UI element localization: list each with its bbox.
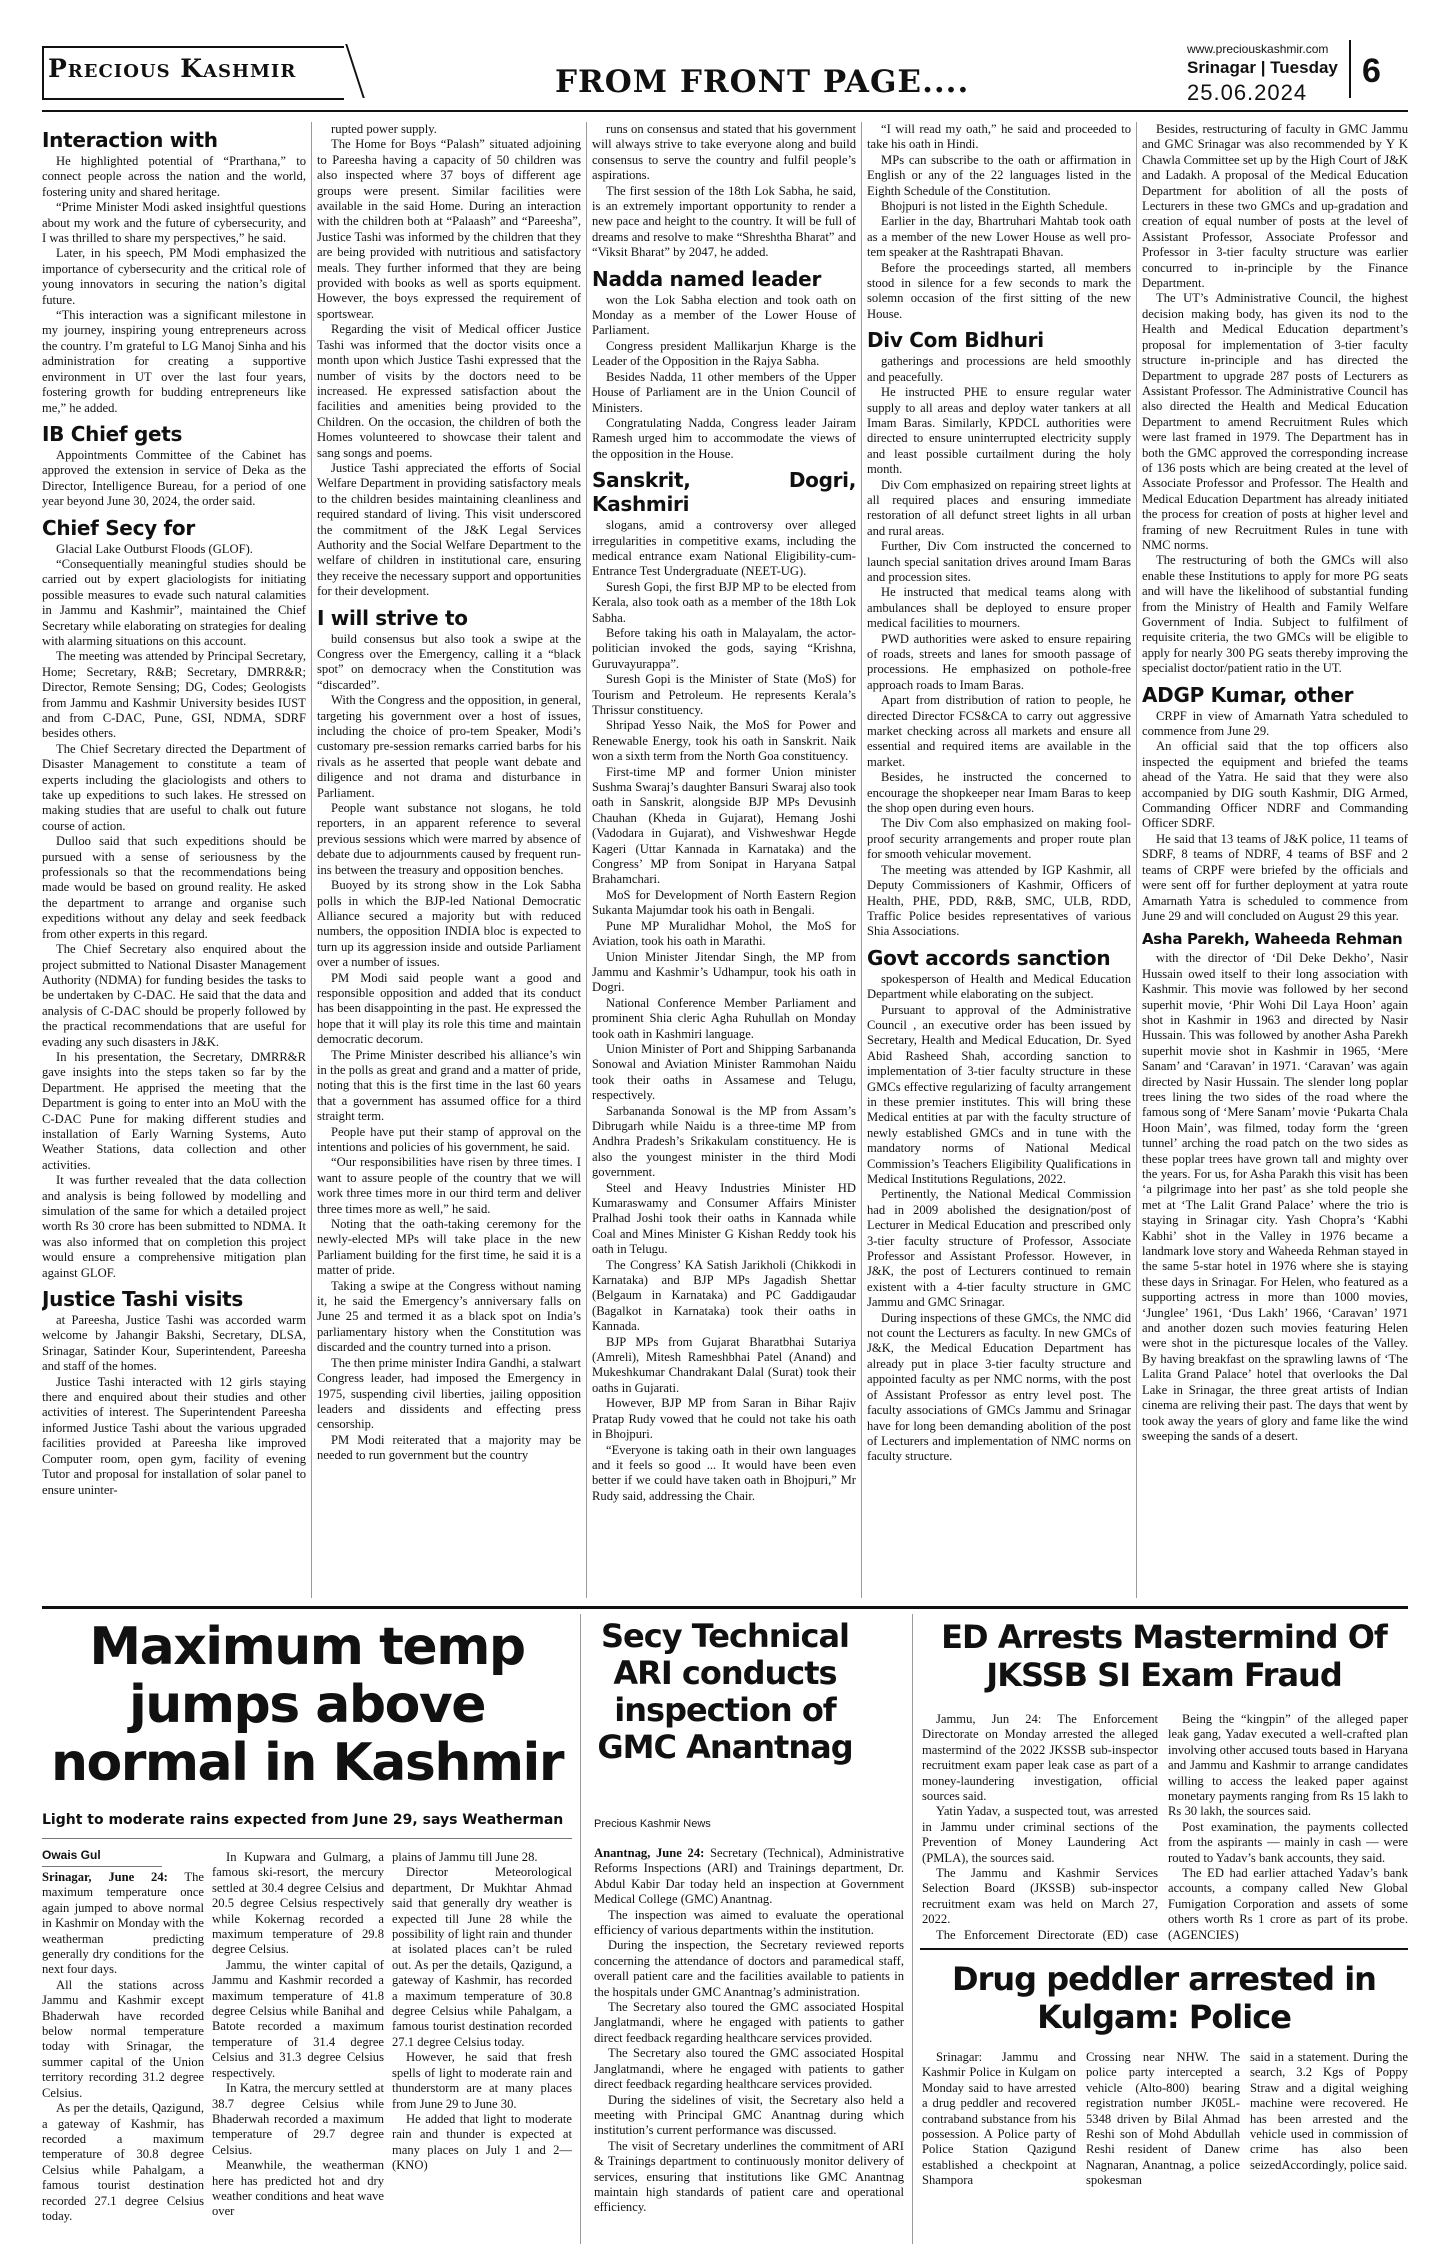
paragraph: Dulloo said that such expeditions should be pursued with a sense of seriousness by the professionals so that the recommendations being made would be based on ground reality. He asked the department to arrange and organise such expeditions without any delay and seek feedback from other experts in this regard. (42, 834, 306, 941)
headline-ib-chief: IB Chief gets (42, 421, 183, 446)
drug-column-2 (1086, 2050, 1240, 2240)
paragraph: Suresh Gopi, the first BJP MP to be elected from Kerala, also took oath as a member of the 18th Lok Sabha. (592, 579, 856, 625)
paragraph: won the Lok Sabha election and took oath on Monday as a member of the Lower House of Parliament. (592, 292, 856, 338)
paragraph: The Chief Secretary directed the Department of Disaster Management to constitute a team of experts including the glaciologists and others to take up expeditions to such lakes. He stressed on making studies that are useful to chalk out future course of action. (42, 741, 306, 833)
paragraph: Regarding the visit of Medical officer Justice Tashi was informed that the doctor visits once a month upon which Justice Tashi expressed that the number of visits by the doctors need to be increased. He expressed satisfaction about the facilities and amenities being provided to the Children. On the occasion, the children of both the Homes volunteered to showcase their talent and sang songs and poems. (317, 322, 581, 460)
section-rule (42, 1606, 1408, 1609)
paragraph: Union Minister of Port and Shipping Sarbananda Sonowal and Aviation Minister Rammohan Naidu took their oaths in Assamese and Telugu, respectively. (592, 1041, 856, 1103)
paragraph: PM Modi reiterated that a majority may be needed to run government but the country (317, 1432, 581, 1463)
secy-story (594, 1846, 904, 2240)
paragraph: In Katra, the mercury settled at 38.7 degree Celsius while Bhaderwah recorded a maximum temperature of 29.7 degree Celsius. (212, 2081, 384, 2157)
paragraph: However, he said that fresh spells of light to moderate rain and thunderstorm are at many places from June 29 to June 30. (392, 2050, 572, 2111)
paragraph: MoS for Development of North Eastern Region Sukanta Majumdar took his oath in Bengali. (592, 887, 856, 918)
dateline-lead: Srinagar, June 24: (42, 1870, 168, 1884)
paragraph: All the stations across Jammu and Kashmir except Bhaderwah have recorded below normal temperature today with Srinagar, the summer capital of the Union territory recording 31.2 degree Celsius. (42, 1977, 204, 2100)
divider (42, 1838, 572, 1839)
paragraph: People want substance not slogans, he told reporters, in an apparent reference to several previous sessions which were marred by absence of debate due to adjournments caused by frequent run-ins between the treasury and opposition benches. (317, 801, 581, 877)
paragraph: Before the proceedings started, all members stood in silence for a few seconds to mark the solemn occasion of the first sitting of the new House. (867, 260, 1131, 321)
paragraph: The Prime Minister described his alliance’s win in the polls as great and grand and a matter of pride, noting that this is the first time in the last 60 years that a government has assumed office for a third straight term. (317, 1047, 581, 1124)
paragraph: The Congress’ KA Satish Jarikholi (Chikkodi in Karnataka) and BJP MPs Jagadish Shettar (Belgaum in Karnataka) and PC Gaddigaudar (Bagalkot in Karnataka) took their oaths in Kannada. (592, 1257, 856, 1334)
paragraph: Noting that the oath-taking ceremony for the newly-elected MPs will take place in the new Parliament building for the first time, he said it is a matter of pride. (317, 1217, 581, 1278)
paragraph: It was further revealed that the data collection and analysis is being followed by modelling and simulation of the same for which a detailed project worth Rs 30 crore has been submitted to NDMA. It was also informed that on completion this project would ensure a comprehensive mitigation plan against GLOF. (42, 1173, 306, 1280)
subheadline-rain: Light to moderate rains expected from June 29, says Weatherman (42, 1812, 564, 1828)
column-4 (867, 122, 1131, 1600)
headline-chief-secy: Chief Secy for (42, 515, 195, 540)
paragraph: Later, in his speech, PM Modi emphasized the importance of cybersecurity and the critical role of young innovators in securing the nation’s digital future. (42, 246, 306, 307)
paragraph: runs on consensus and stated that his government will always strive to take everyone along and build consensus to serve the country and fulfil people’s aspirations. (592, 122, 856, 183)
paragraph: Suresh Gopi is the Minister of State (MoS) for Tourism and Petroleum. He represents Kerala’s Thrissur constituency. (592, 672, 856, 717)
paragraph: The Secretary also toured the GMC associated Hospital Janglatmandi, where he engaged with patients to gather direct feedback regarding healthcare services provided. (594, 2000, 904, 2045)
paragraph: slogans, amid a controversy over alleged irregularities in competitive exams, including the medical entrance exam National Eligibility-cum-Entrance Test Undergraduate (NEET-UG). (592, 518, 856, 579)
page-divider (1349, 40, 1351, 98)
paragraph: The meeting was attended by Principal Secretary, Home; Secretary, R&B; Secretary, DMRR&R; Director, Remote Sensing; DG, Codes; Geologists from Jammu and Kashmir University besides IUST and from C-DAC, Pune, GSI, NDMA, SDRF besides others. (42, 649, 306, 741)
paragraph: Besides Nadda, 11 other members of the Upper House of Parliament are in the Union Council of Ministers. (592, 369, 856, 415)
paragraph: An official said that the top officers also inspected the equipment and briefed the teams ahead of the Yatra. He said that they were also accompanied by DIG south Kashmir, DIG Armed, Commanding Officer NDRF and Commanding Officer SDRF. (1142, 739, 1408, 831)
paragraph: In his presentation, the Secretary, DMRR&R gave insights into the steps taken so far by the Department. He apprised the meeting that the Department is going to enter into an MoU with the C-DAC Pune for making different studies and installation of Early Warning Systems, Auto Weather Stations, data collection and other activities. (42, 1049, 306, 1172)
paragraph: The Jammu and Kashmir Services Selection Board (JKSSB) sub-inspector recruitment exam was held on March 27, 2022. (922, 1866, 1158, 1927)
paragraph: People have put their stamp of approval on the intentions and policies of his government, he said. (317, 1124, 581, 1154)
headline-drug-peddler: Drug peddler arrested in Kulgam: Police (952, 1960, 1376, 2036)
headline-ed-arrests: ED Arrests Mastermind Of JKSSB SI Exam Fraud (941, 1618, 1387, 1694)
column-divider (586, 122, 587, 1598)
divider (42, 1866, 162, 1867)
paragraph: The visit of Secretary underlines the commitment of ARI & Trainings department to continuously monitor delivery of services, ensuring that institutions like GMC Anantnag maintain high standards of patient care and operational efficiency. (594, 2138, 904, 2215)
paragraph: Being the “kingpin” of the alleged paper leak gang, Yadav executed a well-crafted plan involving other accused touts based in Haryana and Jammu and Kashmir to arrange candidates willing to access the leaked paper against monetary payments ranging from Rs 15 lakh to Rs 30 lakh, the sources said. (1168, 1712, 1408, 1819)
paragraph: He added that light to moderate rain and thunder is expected at many places on July 1 and 2—(KNO) (392, 2111, 572, 2173)
section-title: FROM FRONT PAGE.... (555, 64, 970, 100)
paragraph: Justice Tashi appreciated the efforts of Social Welfare Department in providing satisfactory meals to the children besides maintaining cleanliness and required standard of living. This visit underscored the commitment of the J&K Legal Services Authority and the Social Welfare Department to the welfare of children in institutional care, ensuring they receive the necessary support and opportunities for their development. (317, 460, 581, 599)
paragraph: Crossing near NHW. The police party intercepted a vehicle (Alto-800) bearing registration number JK05L-5348 driven by Bilal Ahmad Reshi son of Mohd Abdullah Reshi resident of Danew Nagnaran, Anantnag, a police spokesman (1086, 2050, 1240, 2188)
dateline-lead: Anantnag, June 24: (594, 1846, 705, 1860)
paragraph: Congress president Mallikarjun Kharge is the Leader of the Opposition in the Rajya Sabha. (592, 338, 856, 369)
issue-date: 25.06.2024 (1187, 80, 1308, 105)
paragraph: CRPF in view of Amarnath Yatra scheduled to commence from June 29. (1142, 708, 1408, 739)
paragraph: “Our responsibilities have risen by three times. I want to assure people of the country that we will work three times more in our third term and deliver three times more as well,” he said. (317, 1155, 581, 1216)
paragraph: Steel and Heavy Industries Minister HD Kumaraswamy and Consumer Affairs Minister Pralhad Joshi took their oaths in Kannada while Coal and Mines Minister G Kishan Reddy took his oath in Telugu. (592, 1180, 856, 1257)
paragraph: He said that 13 teams of J&K police, 11 teams of SDRF, 8 teams of NDRF, 4 teams of BSF and 2 teams of CRPF were briefed by the officials and were sent off for further deployment at yatra route Amarnath Yatra is scheduled to commence from June 29 and will concluded on August 29 this year. (1142, 831, 1408, 923)
byline: Owais Gul (42, 1848, 101, 1862)
paragraph: gatherings and processions are held smoothly and peacefully. (867, 354, 1131, 384)
paragraph: rupted power supply. (331, 122, 437, 136)
paragraph: Besides, he instructed the concerned to encourage the shopkeeper near Imam Baras to keep the shop open during even hours. (867, 770, 1131, 816)
page-number: 6 (1362, 52, 1381, 90)
paragraph: spokesperson of Health and Medical Education Department while elaborating on the subject. (867, 971, 1131, 1002)
headline-secy-technical: Secy Technical ARI conducts inspection of GMC Anantnag (597, 1617, 853, 1766)
paragraph: “Prime Minister Modi asked insightful questions about my work and the future of cybersecurity, and I was thrilled to share my perspectives,” he said. (42, 200, 306, 246)
headline-interaction: Interaction with (42, 128, 218, 152)
paragraph: In Kupwara and Gulmarg, a famous ski-resort, the mercury settled at 30.4 degree Celsius and 20.5 degree Celsius respectively while Kokernag recorded a maximum temperature of 29.8 degree Celsius. (212, 1850, 384, 1957)
paragraph: Srinagar: Jammu and Kashmir Police in Kulgam on Monday said to have arrested a drug peddler and recovered contraband substance from his possession. A Police party of Police Station Qazigund established a checkpoint at Shampora (922, 2050, 1076, 2188)
headline-will-strive: I will strive to (317, 605, 468, 630)
temp-column-3 (392, 1850, 572, 2240)
column-divider (1136, 122, 1137, 1598)
paragraph: The ED had earlier attached Yadav’s bank accounts, a company called New Global Fumigation Corporation and assets of some others worth Rs 1 crore as part of its probe. (AGENCIES) (1168, 1866, 1408, 1942)
paragraph: He instructed PHE to ensure regular water supply to all areas and deploy water tankers at all Imam Baras. Similarly, KPDCL authorities were directed to ensure uninterrupted electricity supply and least possible curtailment during the holy month. (867, 385, 1131, 477)
paragraph: Meanwhile, the weatherman here has predicted hot and dry weather conditions and heat wave over (212, 2158, 384, 2219)
masthead-rule (42, 110, 1408, 112)
paragraph: Union Minister Jitendar Singh, the MP from Jammu and Kashmir’s Udhampur, took his oath in Dogri. (592, 949, 856, 995)
paragraph: He highlighted potential of “Prarthana,” to connect people across the nation and the world, fostering unity and shared heritage. (42, 154, 306, 199)
paragraph: Besides, restructuring of faculty in GMC Jammu and GMC Srinagar was also recommended by Y K Chawla Committee set up by the High Court of J&K and Ladakh. A proposal of the Medical Education Department for abolition of all the posts of Lecturers in these two GMCs and up-gradation and creation of equal number of posts at the level of Assistant Professor, Associate Professor and Professor in 3-tier faculty structure was earlier concurred to in-principle by the Finance Department. (1142, 122, 1408, 291)
paragraph: Jammu, Jun 24: The Enforcement Directorate on Monday arrested the alleged mastermind of the 2022 JKSSB sub-inspector recruitment exam paper leak case as part of a money-laundering investigation, official sources said. (922, 1712, 1158, 1804)
divider (920, 1948, 1408, 1950)
paragraph: plains of Jammu till June 28. (392, 1850, 538, 1864)
headline-nadda: Nadda named leader (592, 266, 822, 291)
column-divider (912, 1614, 913, 2244)
paragraph: BJP MPs from Gujarat Bharatbhai Sutariya (Amreli), Mitesh Rameshbhai Patel (Anand) and Mukeshkumar Chandrakant Dalal (Surat) took their oaths in Gujarati. (592, 1334, 856, 1395)
paragraph: Justice Tashi interacted with 12 girls staying there and enquired about their studies and other activities of interest. The Superintendent Pareesha informed Justice Tashi about the various upgraded facilities provided at Pareesha like improved Computer room, open gym, facility of evening Tutor and proposal for installation of solar panel to ensure uninter- (42, 1374, 306, 1497)
paragraph: Taking a swipe at the Congress without naming it, he said the Emergency’s anniversary falls on June 25 and termed it as a black spot on India’s parliamentary history when the Constitution was discarded and the country turned into a prison. (317, 1278, 581, 1355)
paragraph: He instructed that medical teams along with ambulances shall be deployed to ensure proper medical facilities to mourners. (867, 585, 1131, 631)
paragraph: Bhojpuri is not listed in the Eighth Schedule. (881, 199, 1108, 214)
paragraph: The restructuring of both the GMCs will also enable these Institutions to apply for more PG seats and will have the likelihood of substantial funding from the Ministry of Health and Family Welfare Government of India. Subject to fulfilment of requisite criteria, the two GMCs will be eligible to apply for nearly 300 PG seats thereby improving the specialist doctor/patient ratio in the UT. (1142, 553, 1408, 676)
column-divider (861, 122, 862, 1598)
paragraph: With the Congress and the opposition, in general, targeting his government over a host of issues, including the choice of pro-tem Speaker, Modi’s customary pre-session remarks carried barbs for his rivals as he asserted that people want debate and diligence and not drama and disturbance in Parliament. (317, 693, 581, 800)
paragraph: The Chief Secretary also enquired about the project submitted to National Disaster Management Authority (NDMA) for funding besides the tasks to be undertaken by C-DAC. He said that the data and analysis of C-DAC should be properly followed by the practical recommendations that are useful for evading any such disasters in J&K. (42, 942, 306, 1049)
paragraph: During inspections of these GMCs, the NMC did not count the Lecturers as faculty. In new GMCs of J&K, the Medical Education Department has already put in place 3-tier faculty structure and appointed faculty as per NMC norms, with the post of Assistant Professor as entry level post. The faculty associations of GMCs Jammu and Srinagar have for long been demanding abolition of the post of Lecturers and implementation of NMC norms on faculty structure. (867, 1310, 1131, 1464)
paragraph: Secretary (Technical), Administrative Reforms Inspections (ARI) and Trainings department, Dr. Abdul Kabir Dar today held an inspection at Government Medical College (GMC) Anantnag. (594, 1846, 904, 1907)
paragraph: PM Modi said people want a good and responsible opposition and added that its conduct has been disappointing in the past. He expressed the hope that it will play its role this time and maintain democratic decorum. (317, 970, 581, 1047)
paragraph: During the inspection, the Secretary reviewed reports concerning the attendance of doctors and paramedical staff, overall patient care and the facilities available to patients in the hospitals under GMC Anantnag’s administration. (594, 1938, 904, 1999)
paragraph: Glacial Lake Outburst Floods (GLOF). (56, 541, 253, 556)
column-divider (580, 1614, 581, 2244)
drug-column-1 (922, 2050, 1076, 2240)
paragraph: Sarbananda Sonowal is the MP from Assam’s Dibrugarh while Naidu is a three-time MP from Andhra Pradesh’s Srikakulam constituency. He is also the youngest minister in the third Modi government. (592, 1103, 856, 1180)
ed-column-2 (1168, 1712, 1408, 1942)
column-5 (1142, 122, 1408, 1600)
headline-max-temp: Maximum temp jumps above normal in Kashmir (50, 1617, 564, 1793)
paragraph: PWD authorities were asked to ensure repairing of roads, streets and lanes for smooth passage of processions. He emphasized on pothole-free approach roads to Imam Baras. (867, 631, 1131, 692)
paragraph: As per the details, Qazigund, a gateway of Kashmir, has recorded a maximum temperature of 30.8 degree Celsius while Pahalgam, a famous tourist destination recorded 27.1 degree Celsius today. (42, 2101, 204, 2223)
temp-column-1 (42, 1870, 204, 2240)
place-day: Srinagar | Tuesday (1187, 58, 1338, 77)
paragraph: The maximum temperature once again jumped to above normal in Kashmir on Monday with the weatherman predicting generally dry conditions for the next four days. (42, 1870, 204, 1977)
headline-div-com: Div Com Bidhuri (867, 328, 1044, 353)
paragraph: “I will read my oath,” he said and proceeded to take his oath in Hindi. (867, 122, 1131, 152)
paragraph: First-time MP and former Union minister Sushma Swaraj’s daughter Bansuri Swaraj also took oath in Sanskrit, alongside BJP MPs Devusinh Chauhan (Kheda in Gujarat), Hemang Joshi (Vadodara in Gujarat), and Vishweshwar Hegde Kageri (Uttar Kannada in Karnataka) and the Congress’ MP from Sonipat in Haryana Satpal Brahamchari. (592, 764, 856, 887)
paragraph: Pune MP Muralidhar Mohol, the MoS for Aviation, took his oath in Marathi. (592, 918, 856, 949)
paragraph: The Div Com also emphasized on making fool-proof security arrangements and proper route plan for smooth vehicular movement. (867, 816, 1131, 862)
paragraph: However, BJP MP from Saran in Bihar Rajiv Pratap Rudy vowed that he could not take his oath in Bhojpuri. (592, 1396, 856, 1442)
paragraph: Yatin Yadav, a suspected tout, was arrested in Jammu under criminal sections of the Prevention of Money Laundering Act (PMLA), the sources said. (922, 1804, 1158, 1865)
paragraph: Buoyed by its strong show in the Lok Sabha polls in which the BJP-led National Democratic Alliance secured a majority but with reduced numbers, the opposition INDIA bloc is expected to turn up its aggression inside and outside Parliament over a number of issues. (317, 878, 581, 970)
paragraph: with the director of ‘Dil Deke Dekho’, Nasir Hussain owed itself to their long association with Kashmir. This movie was followed by her second superhit movie, ‘Phir Wohi Dil Laya Hoon’ again shot in Kashmir in 1963 and directed by Nasir Hussain. This was followed by another Asha Parekh superhit movie shot in Kashmir in 1965, ‘Mere Sanam’ and ‘Caravan’ in 1971. ‘Caravan’ was again directed by Nasir Hussain. The slender long poplar trees lining the two sides of the road where the famous song of ‘Mere Sanam’ movie ‘Pukarta Chala Hoon Main’, was filmed, today form the ‘green tunnel’ arching the road patch on the two sides as these poplar trees have grown tall and mighty over the years. For us, for Asha Parakh this visit has been ‘a pilgrimage into her past’ as she told people she met at ‘The Lalit Grand Palace’ where the trio is staying in Srinagar city. Yash Chopra’s ‘Kabhi Kabhi’ shot in the Valley in 1976 became a landmark love story and Waheeda Rehman stayed in the same 5-star hotel in 1976 where she is staying these days in Srinagar. For Helen, who featured as a supporting actress in more than 1000 movies, ‘Junglee’ 1961, ‘Dus Lakh’ 1966, ‘Caravan’ 1971 and another dozen such movies featuring Helen were shot in the picturesque locales of the Valley. By having breakfast on the sprawling lawns of ‘The Lalita Grand Palace’ hotel that overlooks the Dal Lake in Srinagar, the three great artists of Indian cinema are reliving their past. The days that went by took away the years of glory and fame like the wind sweeping the sands of a desert. (1142, 951, 1408, 1443)
paragraph: The Enforcement Directorate (ED) case (936, 1927, 1158, 1942)
paragraph: The Home for Boys “Palash” situated adjoining to Pareesha having a capacity of 50 children was also inspected where 37 boys of different age groups were present. Similar facilities were available in the said Home. During an interaction with the children both at “Palaash” and “Pareesha”, Justice Tashi was informed by the children that they are being provided with nutritious and satisfactory meals. They further informed that they are being provided with books as well as sports equipment. However, the boys expressed the requirement of sportswear. (317, 137, 581, 321)
headline-govt-sanction: Govt accords sanction (867, 945, 1111, 970)
brand-logo: Precious Kashmir (48, 54, 297, 83)
drug-column-3 (1250, 2050, 1408, 2240)
column-divider (311, 122, 312, 1598)
paragraph: Apart from distribution of ration to people, he directed Director FCS&CA to carry out aggressive market checking across all markets and ensure all essential and required items are available in the market. (867, 693, 1131, 769)
paragraph: The meeting was attended by IGP Kashmir, all Deputy Commissioners of Kashmir, Officers of Health, PHE, PDD, R&B, SMC, ULB, RDD, Traffic Police besides representatives of various Shia Associations. (867, 862, 1131, 939)
paragraph: build consensus but also took a swipe at the Congress over the Emergency, calling it a “black spot” on democracy when the Constitution was “discarded”. (317, 631, 581, 692)
paragraph: Before taking his oath in Malayalam, the actor-politician invoked the gods, saying “Krishna, Guruvayurappa”. (592, 625, 856, 671)
paragraph: Div Com emphasized on repairing street lights at all required places and ensuring immediate restoration of all defunct street lights in all urban and rural areas. (867, 477, 1131, 538)
paragraph: The Secretary also toured the GMC associated Hospital Janglatmandi, where he engaged with patients to gather direct feedback regarding healthcare services provided. (594, 2046, 904, 2092)
headline-justice-tashi: Justice Tashi visits (42, 1287, 244, 1312)
paragraph: Congratulating Nadda, Congress leader Jairam Ramesh urged him to accommodate the views of the opposition in the House. (592, 415, 856, 461)
paragraph: “This interaction was a significant milestone in my journey, inspiring young entrepreneurs across the country. I’m grateful to LG Manoj Sinha and his administration for creating a supportive environment in UT over the last four years, fostering growth for budding entrepreneurs like me,” he added. (42, 308, 306, 415)
paragraph: The then prime minister Indira Gandhi, a stalwart Congress leader, had imposed the Emergency in 1975, suspending civil liberties, jailing opposition leaders and dissidents and effecting press censorship. (317, 1355, 581, 1432)
paragraph: Pursuant to approval of the Administrative Council , an executive order has been issued by Secretary, Health and Medical Education, Dr. Syed Abid Rasheed Shah, according sanction to implementation of 3-tier faculty structure in these GMCs effective regularizing of faculty arrangement in these premier institutes. This will bring these Medical entities at par with the faculty structure of newly established GMCs and in tune with the mandatory norms of National Medical Commission’s Teachers Eligibility Qualifications in Medical Institutions Regulations, 2022. (867, 1002, 1131, 1186)
paragraph: Post examination, the payments collected from the aspirants — mainly in cash — were routed to Yadav’s bank accounts, they said. (1168, 1819, 1408, 1865)
paragraph: Shripad Yesso Naik, the MoS for Power and Renewable Energy, took his oath in Sanskrit. Naik won a sixth term from the North Goa constituency. (592, 718, 856, 764)
paragraph: MPs can subscribe to the oath or affirmation in English or any of the 22 languages listed in the Eighth Schedule of the Constitution. (867, 152, 1131, 198)
paragraph: said in a statement. During the search, 3.2 Kgs of Poppy Straw and a digital weighing machine were recovered. He has been arrested and the vehicle used in commission of crime has also been seizedAccordingly, police said. (1250, 2050, 1408, 2172)
masthead (0, 0, 1451, 112)
paragraph: “Everyone is taking oath in their own languages and it feels so good ... It would have been even better if we could have taken oath in Bhojpuri,” Mr Rudy said, addressing the Chair. (592, 1442, 856, 1503)
byline: Precious Kashmir News (594, 1818, 711, 1830)
paragraph: The first session of the 18th Lok Sabha, he said, is an extremely important opportunity to render a new pace and height to the country. It will be full of dreams and resolve to make “Shreshtha Bharat” and “Viksit Bharat” by 2047, he added. (592, 183, 856, 260)
paragraph: at Pareesha, Justice Tashi was accorded warm welcome by Jahangir Bakshi, Secretary, DLSA, Srinagar, Satinder Kour, Superintendent, Pareesha and staff of the homes. (42, 1313, 306, 1374)
paragraph: National Conference Member Parliament and prominent Shia cleric Agha Ruhullah on Monday took oath in Kashmiri language. (592, 995, 856, 1041)
headline-adgp: ADGP Kumar, other (1142, 682, 1354, 707)
paragraph: Jammu, the winter capital of Jammu and Kashmir recorded a maximum temperature of 41.8 degree Celsius while Banihal and Batote recorded a maximum temperature of 31.4 degree Celsius and 31.3 degree Celsius respectively. (212, 1957, 384, 2080)
website: www.preciouskashmir.com (1187, 42, 1329, 56)
headline-sanskrit: Sanskrit, Dogri, Kashmiri (592, 468, 856, 517)
paragraph: Earlier in the day, Bhartruhari Mahtab took oath as a member of the new Lower House as well pro-tem speaker at the Rashtrapati Bhavan. (867, 214, 1131, 260)
paragraph: During the sidelines of visit, the Secretary also held a meeting with Principal GMC Anantnag during which institution’s current performance was discussed. (594, 2092, 904, 2138)
column-3 (592, 122, 856, 1600)
column-1 (42, 122, 306, 1600)
temp-column-2 (212, 1850, 384, 2240)
column-2 (317, 122, 581, 1600)
paragraph: “Consequentially meaningful studies should be carried out by expert glaciologists for initiating possible measures to evade such natural calamities in Jammu and Kashmir”, maintained the Chief Secretary while elaborating on strategies for dealing with alarming situations on this account. (42, 556, 306, 648)
ed-column-1 (922, 1712, 1158, 1942)
paragraph: Further, Div Com instructed the concerned to launch special sanitation drives around Imam Baras and procession sites. (867, 539, 1131, 584)
headline-asha-parekh: Asha Parekh, Waheeda Rehman (1142, 930, 1403, 949)
paragraph: Director Meteorological department, Dr Mukhtar Ahmad said that generally dry weather is expected till June 28 while the possibility of light rain and thunder at isolated places can’t be ruled out. As per the details, Qazigund, a gateway of Kashmir, has recorded a maximum temperature of 30.8 degree Celsius while Pahalgam, a famous tourist destination recorded 27.1 degree Celsius today. (392, 1865, 572, 2049)
paragraph: Appointments Committee of the Cabinet has approved the extension in service of Deka as the Director, Intelligence Bureau, for a period of one year beyond June 30, 2024, the order said. (42, 447, 306, 509)
paragraph: The inspection was aimed to evaluate the operational efficiency of various departments within the institution. (594, 1907, 904, 1938)
paragraph: Pertinently, the National Medical Commission had in 2009 abolished the designation/post of Lecturer in Medical Education and prescribed only 3-tier faculty structure of Professor, Associate Professor and Assistant Professor. However, in J&K, the post of Lecturers continued to remain existent with a 4-tier faculty structure in GMC Jammu and GMC Srinagar. (867, 1187, 1131, 1310)
paragraph: The UT’s Administrative Council, the highest decision making body, has given its nod to the Health and Medical Education department’s proposal for implementation of 3-tier faculty structure in-principle and has directed the Department to upgrade 287 posts of Lecturers as Assistant Professor. The Administrative Council has also directed the Health and Medical Education Department to amend Recruitment Rules which were last framed in 1979. The Department has in both the GMC approved the corresponding increase of 136 posts which are being created at the level of Associate Professor and Professor. The Health and Medical Education Department has already initiated the process for creation of posts at higher level and framing of new Recruitment Rules in tune with NMC norms. (1142, 291, 1408, 552)
